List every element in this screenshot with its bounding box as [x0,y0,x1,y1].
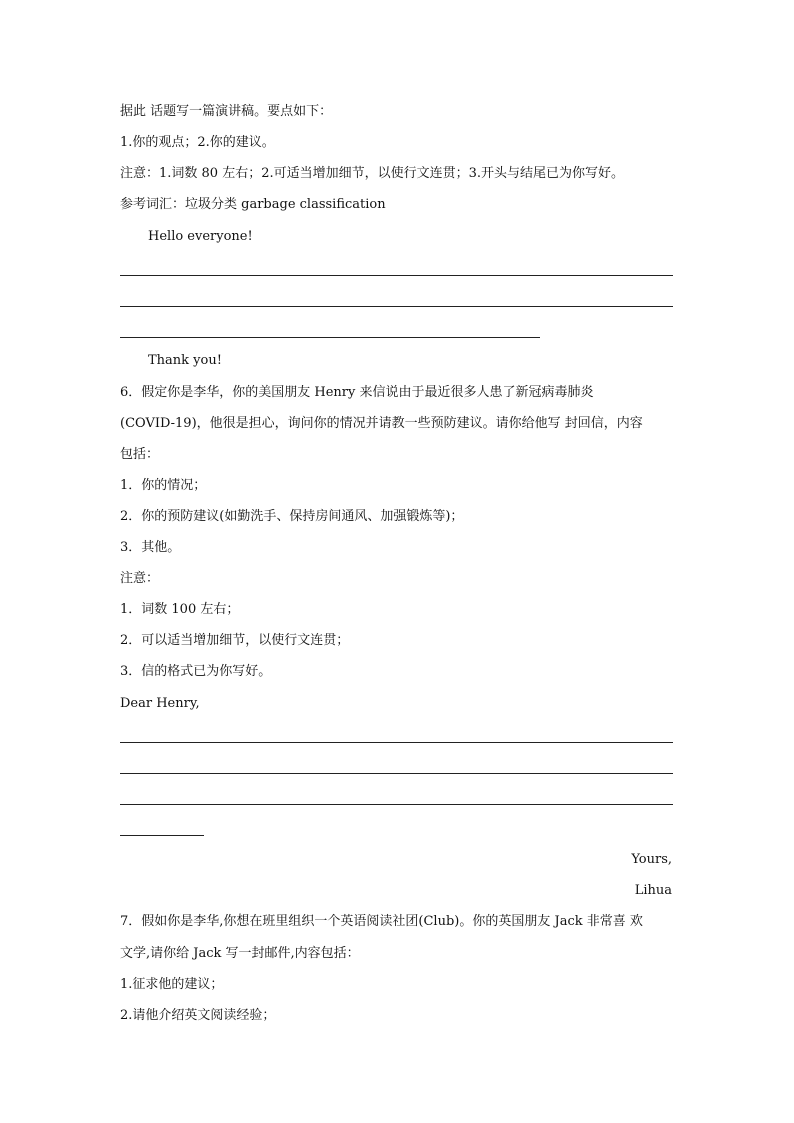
speech-closing: Thank you! [148,353,222,368]
q6-salutation: Dear Henry, [120,696,200,711]
q7-item-2: 2.请他介绍英文阅读经验； [120,1008,276,1023]
q7-prompt-line-1: 7．假如你是李华,你想在班里组织一个英语阅读社团(Club)。你的英国朋友 Jack 非常喜 欢 [120,914,643,929]
answer-line [120,742,673,743]
q6-note-2: 2．可以适当增加细节，以使行文连贯； [120,633,350,648]
q6-item-3: 3．其他。 [120,540,181,555]
speech-intro: 据此 话题写一篇演讲稿。要点如下： [120,104,333,119]
speech-vocab: 参考词汇：垃圾分类 garbage classification [120,197,386,212]
q6-signoff: Yours, [631,852,672,867]
answer-line [120,835,204,836]
q6-item-2: 2．你的预防建议(如勤洗手、保持房间通风、加强锻炼等)； [120,509,464,524]
answer-line [120,275,673,276]
q6-prompt-line-2: (COVID-19)，他很是担心，询问你的情况并请教一些预防建议。请你给他写 封回信，内容 [120,416,643,431]
q6-prompt-line-1: 6．假定你是李华，你的美国朋友 Henry 来信说由于最近很多人患了新冠病毒肺炎 [120,385,594,400]
speech-notes: 注意：1.词数 80 左右；2.可适当增加细节，以使行文连贯；3.开头与结尾已为你写好。 [120,166,625,181]
answer-line [120,337,540,338]
q7-item-1: 1.征求他的建议； [120,977,224,992]
q6-signature: Lihua [634,883,672,898]
answer-line [120,306,673,307]
q6-note-1: 1．词数 100 左右； [120,602,240,617]
answer-line [120,773,673,774]
answer-line [120,804,673,805]
speech-opening: Hello everyone! [148,229,253,244]
q6-notes-label: 注意： [120,571,160,586]
q6-item-1: 1．你的情况； [120,478,207,493]
q6-prompt-line-3: 包括： [120,447,160,462]
q6-note-3: 3．信的格式已为你写好。 [120,664,272,679]
speech-points: 1.你的观点；2.你的建议。 [120,135,275,150]
q7-prompt-line-2: 文学,请你给 Jack 写一封邮件,内容包括： [120,946,360,961]
